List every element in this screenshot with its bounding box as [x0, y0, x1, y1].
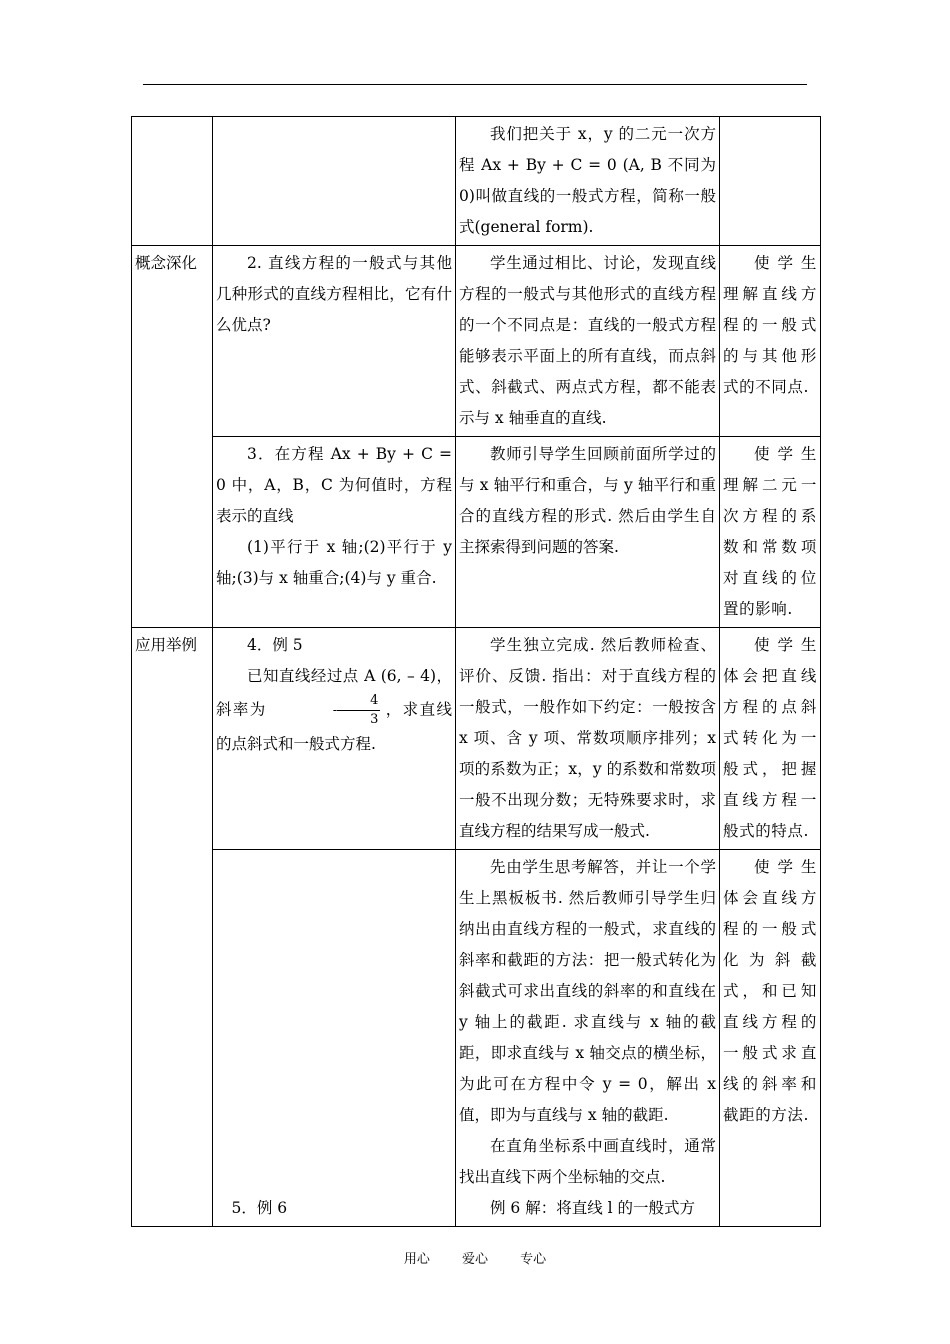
table-row [132, 628, 821, 850]
question-cell [213, 628, 456, 850]
table-row [132, 850, 821, 1227]
footer-item: 用心 [403, 1252, 430, 1267]
question-text-part: 已知直线经过点 A (6, – 4)，斜率为 [216, 667, 452, 719]
purpose-cell [720, 117, 821, 246]
stage-label: 应用举例 [135, 636, 198, 654]
activity-cell [456, 117, 720, 246]
purpose-cell [720, 628, 821, 850]
activity-cell [456, 437, 720, 628]
activity-text: 学生通过相比、讨论，发现直线方程的一般式与其他形式的直线方程的一个不同点是：直线的一般式方程能够表示平面上的所有直线，而点斜式、斜截式、两点式方程，都不能表示与 x 轴垂直的直线. [459, 254, 716, 427]
fraction-numerator: 4 [337, 692, 380, 711]
question-text [216, 661, 452, 760]
purpose-cell [720, 850, 821, 1227]
activity-cell [456, 628, 720, 850]
activity-text: 学生独立完成. 然后教师检查、评价、反馈. 指出：对于直线方程的一般式，一般作如下约定：一般按含 x 项、含 y 项、常数项顺序排列；x 项的系数为正；x，y 的系数和常数项一般不出现分数；无特殊要求时，求直线方程的结果写成一般式. [459, 636, 716, 840]
question-cell [213, 850, 456, 1227]
stage-label: 概念深化 [135, 254, 198, 272]
footer-item: 专心 [520, 1252, 547, 1267]
stage-cell [132, 246, 213, 628]
activity-cell [456, 850, 720, 1227]
activity-cell [456, 246, 720, 437]
fraction-sign: - [332, 702, 338, 718]
table-row [132, 437, 821, 628]
purpose-text: 使学生理解二元一次方程的系数和常数项对直线的位置的影响. [723, 445, 817, 618]
activity-text: 先由学生思考解答，并让一个学生上黑板板书. 然后教师引导学生归纳出由直线方程的一般式，求直线的斜率和截距的方法：把一般式转化为斜截式可求出直线的斜率的和直线在 y 轴上的截距. 求直线与 x 轴的截距，即求直线与 x 轴交点的横坐标，为此可在方程中令 y = 0，解出 x 值，即为与直线与 x 轴的截距. [459, 858, 716, 1124]
activity-text: 我们把关于 x，y 的二元一次方程 Ax + By + C = 0 (A, B 不同为 0)叫做直线的一般式方程，简称一般式(general form). [459, 125, 716, 236]
footer-item: 爱心 [461, 1252, 488, 1267]
stage-cell [132, 117, 213, 246]
question-cell [213, 437, 456, 628]
slope-fraction [271, 692, 381, 729]
activity-text: 教师引导学生回顾前面所学过的与 x 轴平行和重合，与 y 轴平行和重合的直线方程的形式. 然后由学生自主探索得到问题的答案. [459, 445, 716, 556]
question-cell [213, 246, 456, 437]
purpose-text: 使学生理解直线方程的一般式的与其他形式的不同点. [723, 254, 817, 396]
lesson-plan-table [131, 116, 821, 1227]
table-row [132, 246, 821, 437]
purpose-cell [720, 437, 821, 628]
example-title: 4．例 5 [247, 636, 303, 654]
purpose-text: 使学生体会把直线方程的点斜式转化为一般式，把握直线方程一般式的特点. [723, 636, 817, 840]
question-subtext: (1)平行于 x 轴;(2)平行于 y 轴;(3)与 x 轴重合;(4)与 y 重合. [216, 538, 452, 587]
question-text-part: ，求直线的点斜式和一般式方程. [216, 700, 452, 753]
purpose-cell [720, 246, 821, 437]
question-cell [213, 117, 456, 246]
fraction-denominator: 3 [370, 712, 379, 727]
purpose-text: 使学生体会直线方程的一般式化为斜截式，和已知直线方程的一般式求直线的斜率和截距的方法. [723, 858, 817, 1124]
table-row [132, 117, 821, 246]
example-title: 5．例 6 [231, 1199, 288, 1217]
stage-cell [132, 628, 213, 1227]
question-text: 2. 直线方程的一般式与其他几种形式的直线方程相比，它有什么优点? [216, 254, 452, 334]
question-text: 3．在方程 Ax + By + C = 0 中，A，B，C 为何值时，方程表示的直线 [216, 445, 452, 525]
activity-text: 例 6 解：将直线 l 的一般式方 [490, 1199, 696, 1217]
page-footer [0, 1248, 950, 1267]
header-rule [143, 84, 807, 85]
activity-text: 在直角坐标系中画直线时，通常找出直线下两个坐标轴的交点. [459, 1137, 716, 1186]
